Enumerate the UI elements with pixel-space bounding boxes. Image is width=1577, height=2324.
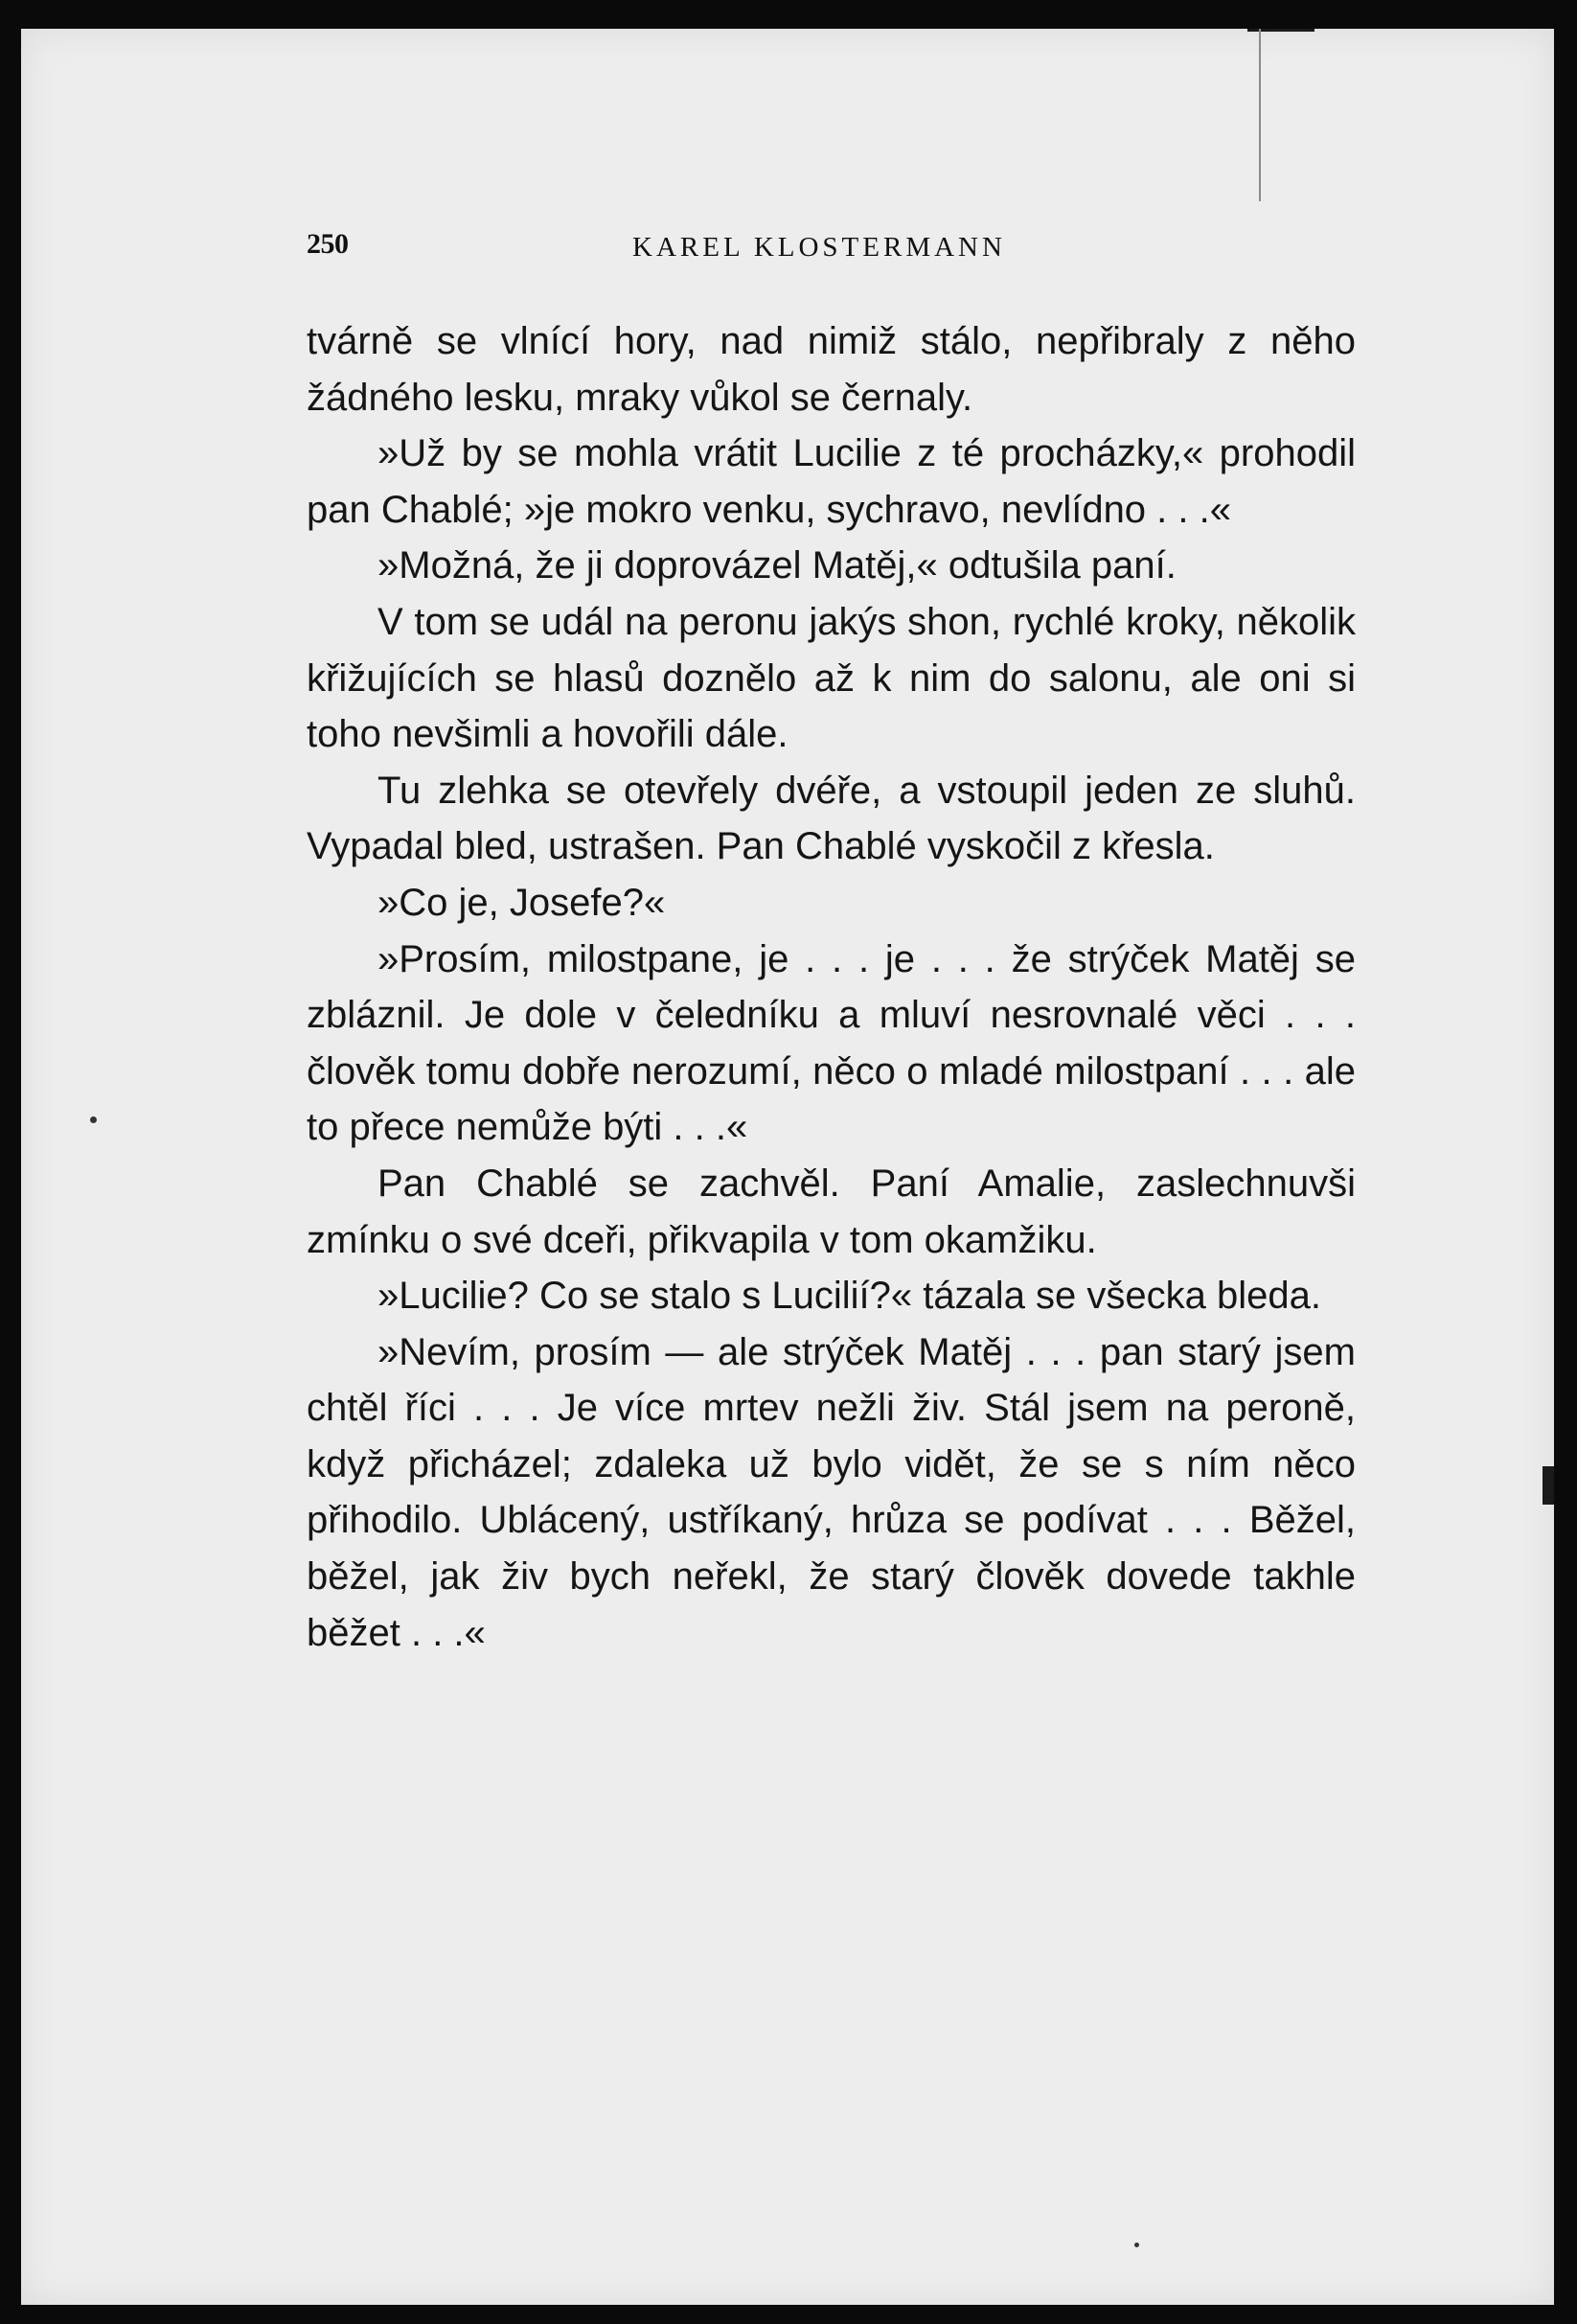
page-header xyxy=(307,228,1360,266)
speck-1 xyxy=(90,1116,97,1123)
paragraph-7: »Prosím, milostpane, je . . . je . . . že strýček Matěj se zbláznil. Je dole v čeledníku a mluví nesrovnalé věci . . . člověk tomu dobře nerozumí, něco o mladé milostpaní . . . ale to přece nemůže býti . . .« xyxy=(307,937,1356,1149)
speck-2 xyxy=(1134,2243,1139,2247)
paragraph-10: »Nevím, prosím — ale strýček Matěj . . . pan starý jsem chtěl říci . . . Je více mrtev nežli živ. Stál jsem na peroně, když přicházel; zdaleka už bylo vidět, že se s ním něco přihodilo. Ublácený, ustříkaný, hrůza se podívat . . . Běžel, běžel, jak živ bych neřekl, že starý člověk dovede takhle běžet . . .« xyxy=(307,1330,1356,1654)
body-text xyxy=(307,313,1356,1661)
page-edge-mark-right xyxy=(1259,29,1261,201)
paragraph-8: Pan Chablé se zachvěl. Paní Amalie, zaslechnuvši zmínku o své dceři, přikvapila v tom okamžiku. xyxy=(307,1162,1356,1261)
paragraph-5: Tu zlehka se otevřely dvéře, a vstoupil jeden ze sluhů. Vypadal bled, ustrašen. Pan Chablé vyskočil z křesla. xyxy=(307,769,1356,868)
paragraph-1: tvárně se vlnící hory, nad nimiž stálo, nepřibraly z něho žádného lesku, mraky vůkol se černaly. xyxy=(307,320,1356,419)
page-number: 250 xyxy=(307,228,349,260)
page-edge-mark-side xyxy=(1543,1466,1554,1505)
paragraph-9: »Lucilie? Co se stalo s Lucilií?« tázala se všecka bleda. xyxy=(377,1275,1321,1318)
paragraph-2: »Už by se mohla vrátit Lucilie z té procházky,« prohodil pan Chablé; »je mokro venku, sychravo, nevlídno . . .« xyxy=(307,432,1356,531)
running-head: KAREL KLOSTERMANN xyxy=(632,232,1006,263)
page-edge-mark-top xyxy=(1247,29,1314,32)
paragraph-6: »Co je, Josefe?« xyxy=(377,881,666,924)
paragraph-4: V tom se udál na peronu jakýs shon, rychlé kroky, několik křižujících se hlasů doznělo až k nim do salonu, ale oni si toho nevšimli a hovořili dále. xyxy=(307,600,1356,756)
paragraph-3: »Možná, že ji doprovázel Matěj,« odtušila paní. xyxy=(377,544,1177,587)
